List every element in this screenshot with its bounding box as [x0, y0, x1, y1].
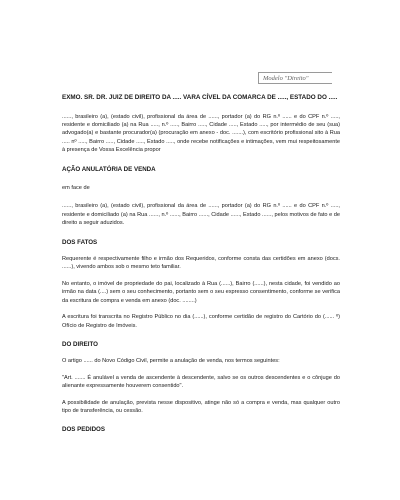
action-title: AÇÃO ANULATÓRIA DE VENDA — [62, 165, 156, 173]
direito-paragraph-3: A possibilidade de anulação, prevista nesse dispositivo, atinge não só a compra e venda, mas qualquer outro tipo de transferência, ou cessão. — [62, 399, 340, 414]
em-face-text: em face de — [62, 185, 90, 192]
direito-paragraph-2: "Art. ....... É anulável a venda de ascendente à descendente, salvo se os outros descendentes e o cônjuge do alienante expressamente houverem consentido". — [62, 374, 340, 390]
document-header: EXMO. SR. DR. JUIZ DE DIREITO DA ..... VARA CÍVEL DA COMARCA DE ....., ESTADO DO ..... — [62, 94, 338, 101]
direito-paragraph-1: O artigo ...... do Novo Código Civil, permite a anulação de venda, nos termos seguintes: — [62, 358, 280, 365]
document-body — [62, 94, 340, 443]
section-title-fatos: DOS FATOS — [62, 238, 98, 246]
fatos-paragraph-3: A escritura foi transcrita no Registro Público no dia (......), conforme certidão de registro do Cartório do (...... º) Ofício de Registro de Imóveis. — [62, 314, 340, 329]
defendants-paragraph: ......, brasileiro (a), (estado civil), profissional da área de ......, portador (a) do RG n.º ...... e do CPF n.º ....., residente e domiciliado (a) na Rua ......, n.º ......, Bairro ......, Cidade ......, Estado ......, pelos motivos de fato e de direito a seguir aduzidos. — [62, 203, 340, 227]
intro-paragraph: ......, brasileiro (a), (estado civil), profissional da área de ......, portador (a) do RG n.º ...... e do CPF n.º ....., residente e domiciliado (a) na Rua ....., n.º ....., Bairro ....., Cidade ....., Estado ....., por intermédio de seu (sua) advogado(a) e bastante procurador(a) (procuração em anexo - doc. .......), com escritório profissional sito à Rua ..... nº ....., Bairro ....., Cidade ....., Estado ....., onde recebe notificações e intimações, vem mui respeitosamente à presença de Vossa Excelência propor — [62, 113, 340, 154]
section-title-direito: DO DIREITO — [62, 340, 98, 348]
fatos-paragraph-1: Requerente é respectivamente filho e irmão dos Requeridos, conforme consta das certidões em anexo (docs. ......), vivendo ambos sob o mesmo teto familiar. — [62, 256, 340, 271]
fatos-paragraph-2: No entanto, o imóvel de propriedade do pai, localizado à Rua (......), Bairro (......), nesta cidade, foi vendido ao irmão na data (....) sem o seu conhecimento, portanto sem o seu expresso consentimento, conforme se verifica da escritura de compra e venda em anexo (doc. ........) — [62, 280, 340, 304]
section-title-pedidos: DOS PEDIDOS — [62, 426, 105, 434]
model-stamp: Modelo "Direito" — [258, 72, 332, 84]
